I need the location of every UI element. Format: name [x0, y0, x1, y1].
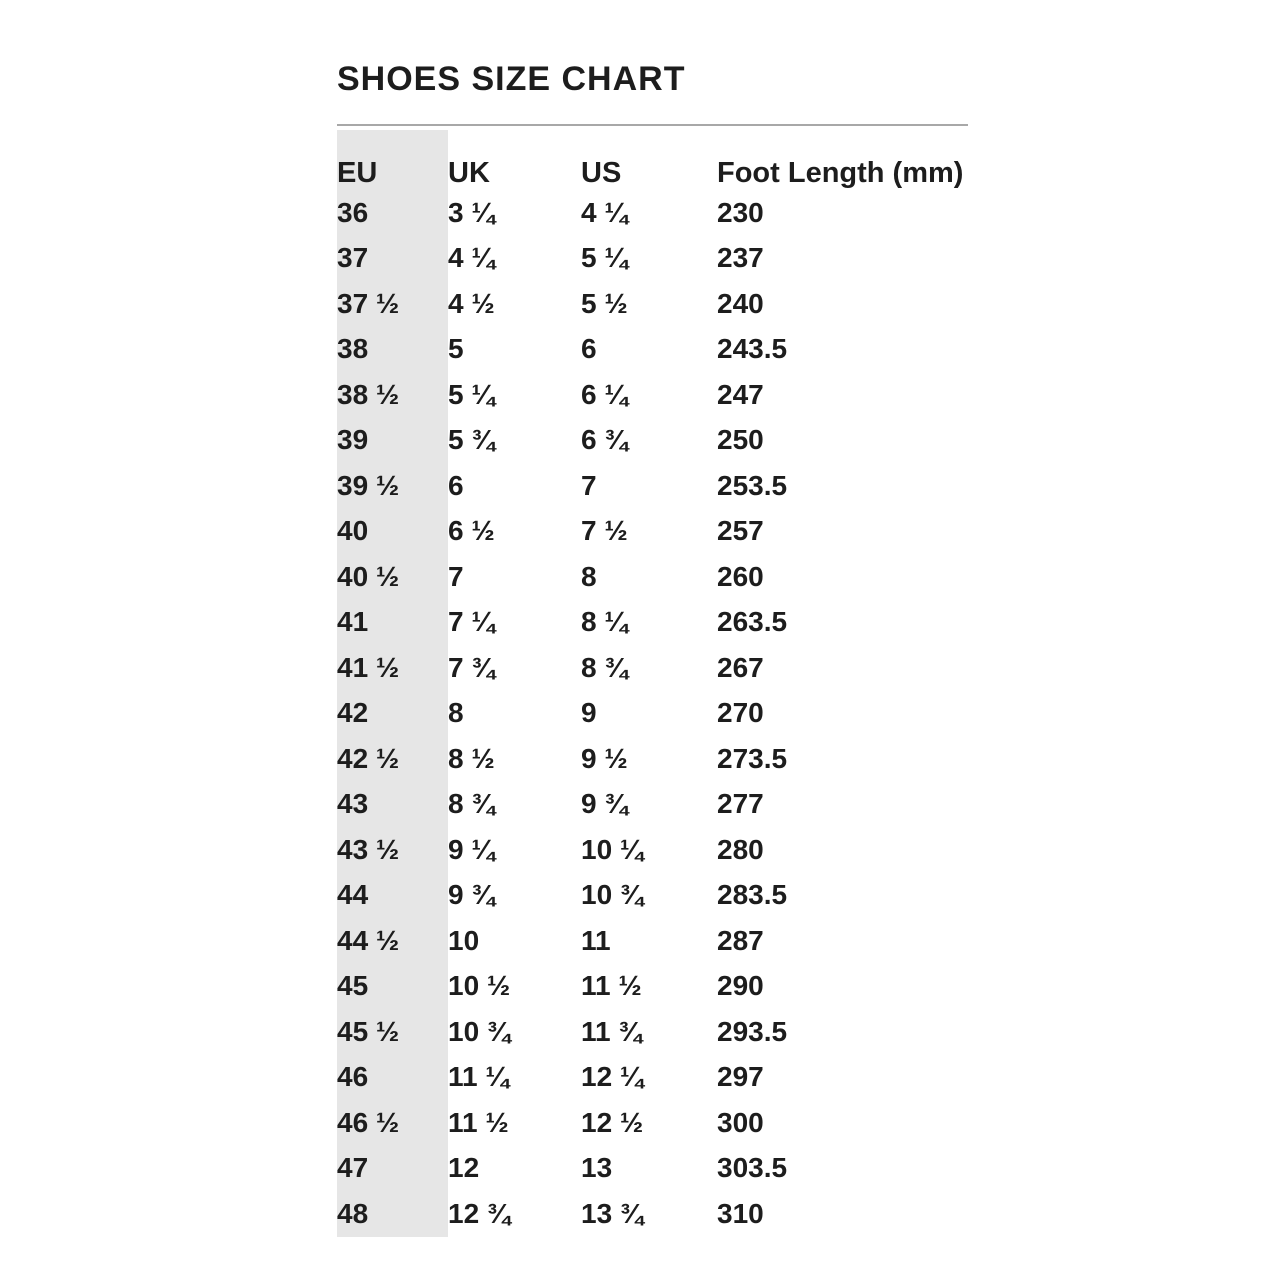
header-divider-line	[337, 124, 968, 126]
cell-us: 13 ¾	[581, 1197, 644, 1229]
cell-foot-length: 240	[717, 287, 764, 319]
cell-foot-length: 263.5	[717, 606, 788, 638]
cell-foot-length: 243.5	[717, 333, 788, 365]
table-row	[337, 1191, 1017, 1237]
cell-us: 9 ½	[581, 742, 628, 774]
cell-uk: 4 ¼	[448, 242, 495, 274]
table-row	[337, 827, 1017, 873]
table-row	[337, 236, 1017, 282]
col-header-foot-length: Foot Length (mm)	[717, 157, 964, 189]
cell-eu: 45 ½	[337, 1009, 448, 1055]
cell-eu: 38 ½	[337, 372, 448, 418]
cell-us: 8	[581, 560, 597, 592]
cell-us: 8 ¾	[581, 651, 628, 683]
col-header-eu: EU	[337, 130, 448, 190]
cell-uk: 5	[448, 333, 464, 365]
cell-foot-length: 247	[717, 378, 764, 410]
cell-us: 10 ¾	[581, 879, 644, 911]
cell-uk: 5 ¾	[448, 424, 495, 456]
cell-eu: 39 ½	[337, 463, 448, 509]
cell-uk: 12	[448, 1152, 480, 1184]
cell-foot-length: 293.5	[717, 1015, 788, 1047]
page-title: SHOES SIZE CHART	[337, 60, 686, 98]
cell-foot-length: 270	[717, 697, 764, 729]
cell-us: 4 ¼	[581, 196, 628, 228]
table-row	[337, 736, 1017, 782]
size-table	[337, 130, 1017, 1237]
cell-us: 6 ¼	[581, 378, 628, 410]
cell-foot-length: 260	[717, 560, 764, 592]
cell-uk: 8 ¾	[448, 788, 495, 820]
table-row	[337, 463, 1017, 509]
cell-us: 7	[581, 469, 597, 501]
cell-uk: 9 ¾	[448, 879, 495, 911]
cell-eu: 46 ½	[337, 1100, 448, 1146]
table-row	[337, 600, 1017, 646]
cell-eu: 46	[337, 1055, 448, 1101]
cell-uk: 6	[448, 469, 464, 501]
cell-eu: 45	[337, 964, 448, 1010]
col-header-us: US	[581, 157, 622, 189]
table-row	[337, 372, 1017, 418]
cell-eu: 40	[337, 509, 448, 555]
table-row	[337, 645, 1017, 691]
cell-eu: 42 ½	[337, 736, 448, 782]
table-row	[337, 418, 1017, 464]
table-row	[337, 691, 1017, 737]
table-row	[337, 509, 1017, 555]
table-row	[337, 1146, 1017, 1192]
cell-uk: 3 ¼	[448, 196, 495, 228]
cell-uk: 10	[448, 924, 480, 956]
cell-uk: 7 ¼	[448, 606, 495, 638]
cell-foot-length: 287	[717, 924, 764, 956]
cell-eu: 38	[337, 327, 448, 373]
table-row	[337, 327, 1017, 373]
cell-foot-length: 297	[717, 1061, 764, 1093]
cell-foot-length: 273.5	[717, 742, 788, 774]
cell-foot-length: 253.5	[717, 469, 788, 501]
size-table-header	[337, 130, 1017, 190]
cell-us: 11	[581, 924, 611, 956]
col-header-uk: UK	[448, 157, 490, 189]
cell-uk: 6 ½	[448, 515, 495, 547]
cell-uk: 8 ½	[448, 742, 495, 774]
cell-eu: 40 ½	[337, 554, 448, 600]
table-row	[337, 190, 1017, 236]
cell-foot-length: 300	[717, 1106, 764, 1138]
cell-eu: 41	[337, 600, 448, 646]
table-row	[337, 1100, 1017, 1146]
cell-eu: 48	[337, 1191, 448, 1237]
cell-foot-length: 283.5	[717, 879, 788, 911]
cell-us: 7 ½	[581, 515, 628, 547]
cell-eu: 39	[337, 418, 448, 464]
cell-uk: 11 ¼	[448, 1061, 509, 1093]
cell-uk: 5 ¼	[448, 378, 495, 410]
cell-us: 13	[581, 1152, 613, 1184]
cell-eu: 43 ½	[337, 827, 448, 873]
table-row	[337, 918, 1017, 964]
cell-uk: 4 ½	[448, 287, 495, 319]
table-row	[337, 964, 1017, 1010]
cell-foot-length: 250	[717, 424, 764, 456]
table-row	[337, 281, 1017, 327]
cell-foot-length: 277	[717, 788, 764, 820]
table-row	[337, 1009, 1017, 1055]
cell-uk: 7	[448, 560, 464, 592]
cell-foot-length: 303.5	[717, 1152, 788, 1184]
cell-us: 12 ¼	[581, 1061, 644, 1093]
table-row	[337, 782, 1017, 828]
cell-foot-length: 310	[717, 1197, 764, 1229]
cell-eu: 37 ½	[337, 281, 448, 327]
cell-us: 6	[581, 333, 597, 365]
cell-us: 8 ¼	[581, 606, 628, 638]
cell-us: 11 ¾	[581, 1015, 642, 1047]
cell-eu: 47	[337, 1146, 448, 1192]
cell-eu: 44	[337, 873, 448, 919]
cell-uk: 12 ¾	[448, 1197, 511, 1229]
cell-foot-length: 290	[717, 970, 764, 1002]
cell-us: 9	[581, 697, 597, 729]
cell-us: 5 ½	[581, 287, 628, 319]
cell-uk: 7 ¾	[448, 651, 495, 683]
cell-uk: 10 ¾	[448, 1015, 511, 1047]
cell-us: 5 ¼	[581, 242, 628, 274]
cell-foot-length: 230	[717, 196, 764, 228]
cell-us: 11 ½	[581, 970, 642, 1002]
cell-eu: 42	[337, 691, 448, 737]
cell-uk: 11 ½	[448, 1106, 509, 1138]
cell-uk: 9 ¼	[448, 833, 495, 865]
cell-eu: 37	[337, 236, 448, 282]
cell-us: 10 ¼	[581, 833, 644, 865]
cell-foot-length: 257	[717, 515, 764, 547]
cell-foot-length: 267	[717, 651, 764, 683]
cell-eu: 41 ½	[337, 645, 448, 691]
table-row	[337, 1055, 1017, 1101]
cell-us: 9 ¾	[581, 788, 628, 820]
cell-eu: 44 ½	[337, 918, 448, 964]
cell-foot-length: 237	[717, 242, 764, 274]
cell-foot-length: 280	[717, 833, 764, 865]
table-row	[337, 873, 1017, 919]
cell-us: 12 ½	[581, 1106, 644, 1138]
cell-uk: 8	[448, 697, 464, 729]
cell-eu: 36	[337, 190, 448, 236]
size-table-body	[337, 190, 1017, 1237]
cell-uk: 10 ½	[448, 970, 511, 1002]
header-row	[337, 130, 1017, 190]
cell-eu: 43	[337, 782, 448, 828]
cell-us: 6 ¾	[581, 424, 628, 456]
table-row	[337, 554, 1017, 600]
